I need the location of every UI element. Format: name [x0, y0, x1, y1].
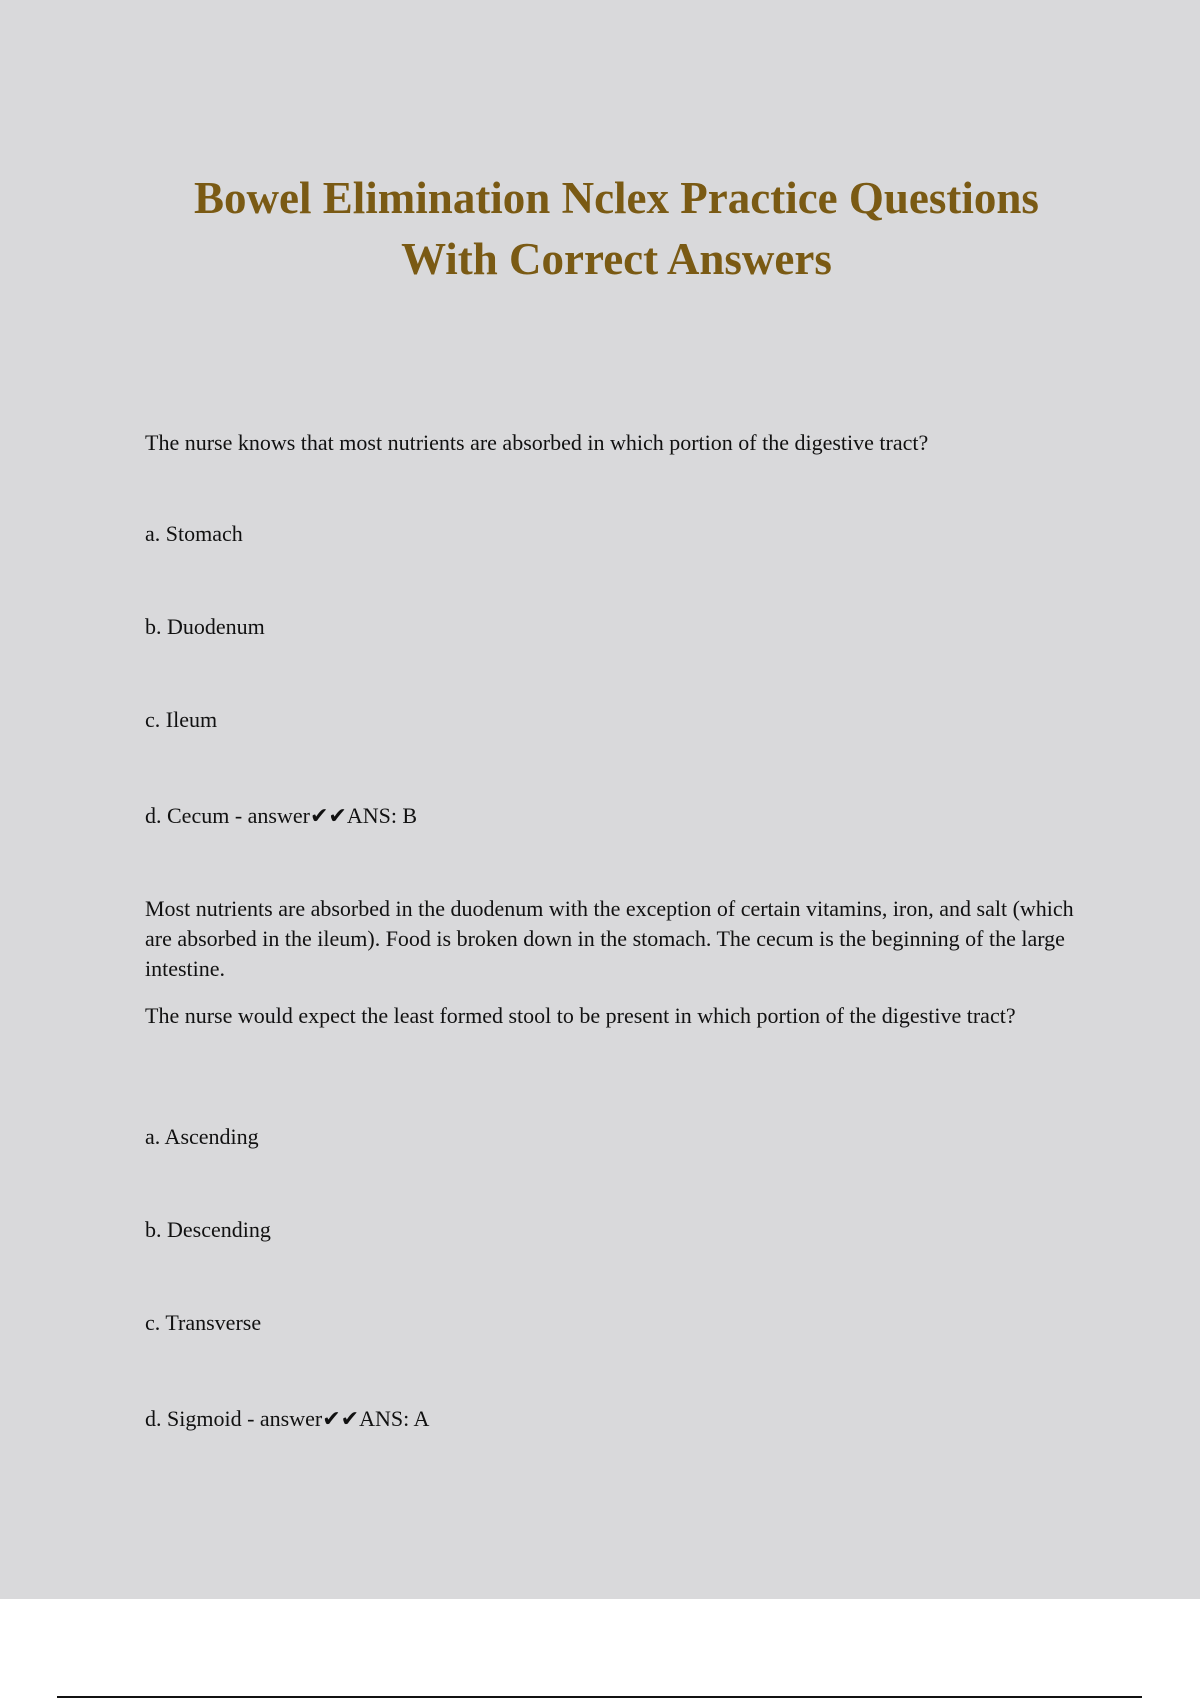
title-line-1: Bowel Elimination Nclex Practice Questions	[194, 173, 1039, 223]
question-1-text: The nurse knows that most nutrients are absorbed in which portion of the digestive tract?	[145, 430, 929, 455]
title-line-2: With Correct Answers	[401, 234, 832, 284]
question-2-option-c: c. Transverse	[145, 1310, 262, 1335]
footer-rule	[57, 1696, 1142, 1698]
question-1-option-c: c. Ileum	[145, 707, 218, 732]
question-2-option-d-answer: d. Sigmoid - answer✔✔ANS: A	[145, 1406, 430, 1431]
question-1-option-a: a. Stomach	[145, 521, 243, 546]
question-1-option-d-answer: d. Cecum - answer✔✔ANS: B	[145, 803, 418, 828]
document-title	[100, 168, 1133, 290]
question-1-rationale: Most nutrients are absorbed in the duodenum with the exception of certain vitamins, iron, and salt (which are absorbed in the ileum). Food is broken down in the stomach. The cecum is the beginning of the large intestine.	[145, 896, 1074, 981]
question-2-option-b: b. Descending	[145, 1217, 271, 1242]
question-2-text: The nurse would expect the least formed stool to be present in which portion of the digestive tract?	[145, 1003, 1016, 1028]
question-1-option-b: b. Duodenum	[145, 614, 265, 639]
question-2-option-a: a. Ascending	[145, 1124, 259, 1149]
